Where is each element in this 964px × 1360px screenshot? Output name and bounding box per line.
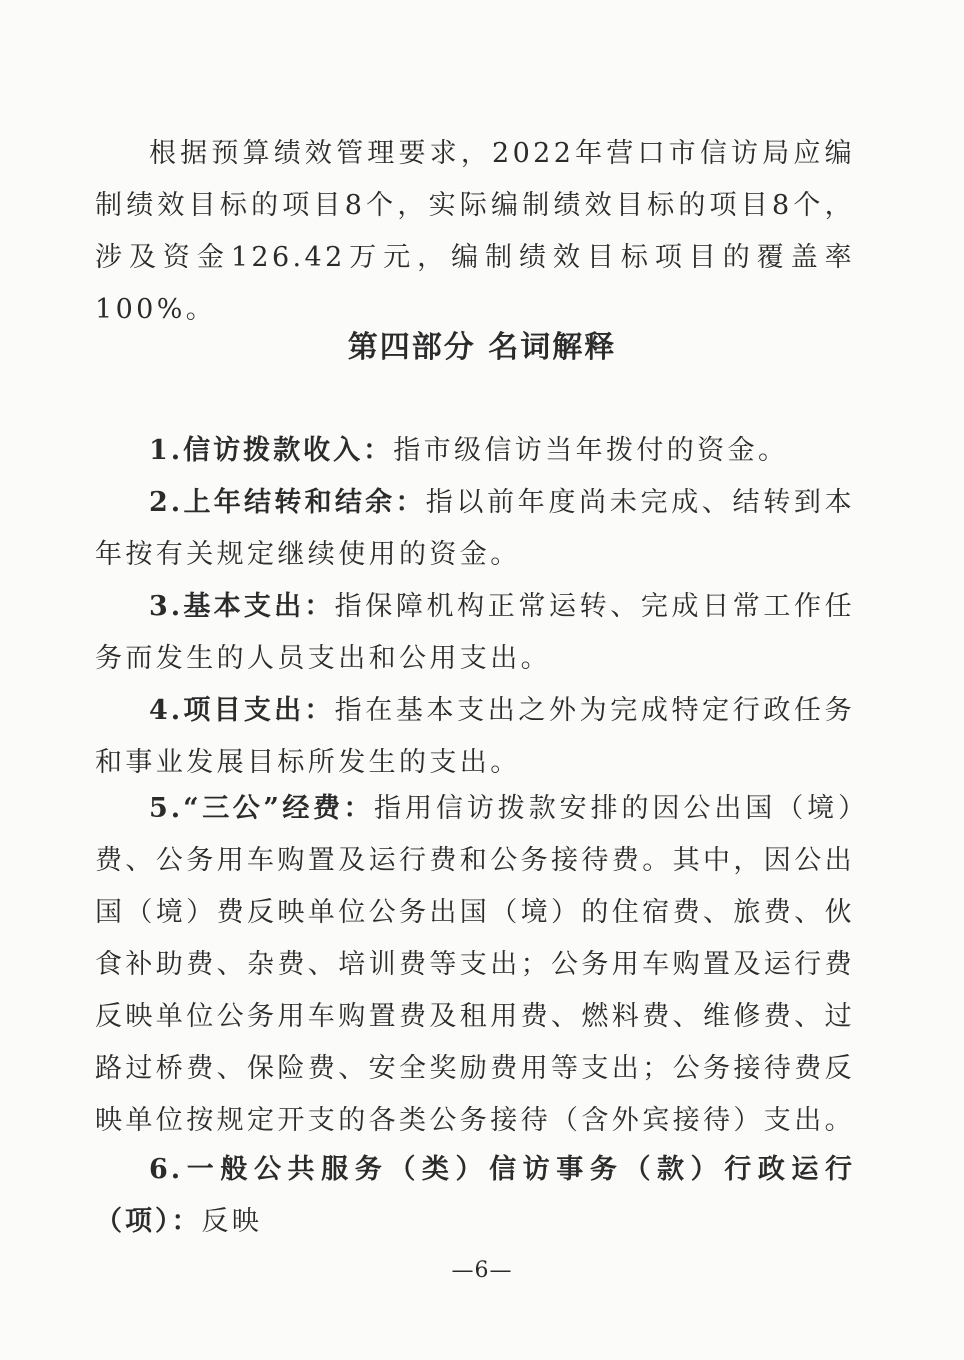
definition-4 [95, 685, 855, 789]
definition-text: 指在基本支出之外为完成特定行政任务和事业发展目标所发生的支出。 [95, 695, 855, 778]
definition-term: 4.项目支出： [149, 695, 335, 726]
section-title: 第四部分 名词解释 [347, 330, 617, 365]
definition-text: 指保障机构正常运转、完成日常工作任务而发生的人员支出和公用支出。 [95, 591, 855, 674]
definition-3 [95, 581, 855, 685]
definition-term: 3.基本支出： [149, 591, 335, 622]
definition-term: 6.一般公共服务（类）信访事务（款）行政运行（项）： [95, 1154, 855, 1237]
definition-text: 指市级信访当年拨付的资金。 [393, 435, 789, 466]
definition-text: 指用信访拨款安排的因公出国（境）费、公务用车购置及运行费和公务接待费。其中，因公出国（境）费反映单位公务出国（境）的住宿费、旅费、伙食补助费、杂费、培训费等支出；公务用车购置及运行费反映单位公务用车购置费及租用费、燃料费、维修费、过路过桥费、保险费、安全奖励费用等支出；公务接待费反映单位按规定开支的各类公务接待（含外宾接待）支出。 [95, 793, 855, 1136]
definition-term: 2.上年结转和结余： [149, 487, 426, 518]
definition-term: 5.“三公”经费： [149, 793, 375, 824]
definition-text: 反映 [201, 1206, 263, 1237]
definition-text: 指以前年度尚未完成、结转到本年按有关规定继续使用的资金。 [95, 487, 855, 570]
definition-2 [95, 477, 855, 581]
definition-6 [95, 1144, 855, 1248]
definition-term: 1.信访拨款收入： [149, 435, 394, 466]
definition-1 [95, 425, 855, 477]
intro-paragraph: 根据预算绩效管理要求，2022年营口市信访局应编制绩效目标的项目8个，实际编制绩效目标的项目8个，涉及资金126.42万元，编制绩效目标项目的覆盖率100%。 [95, 138, 855, 325]
page-number: —6— [451, 1258, 513, 1283]
definition-5 [95, 783, 855, 1147]
